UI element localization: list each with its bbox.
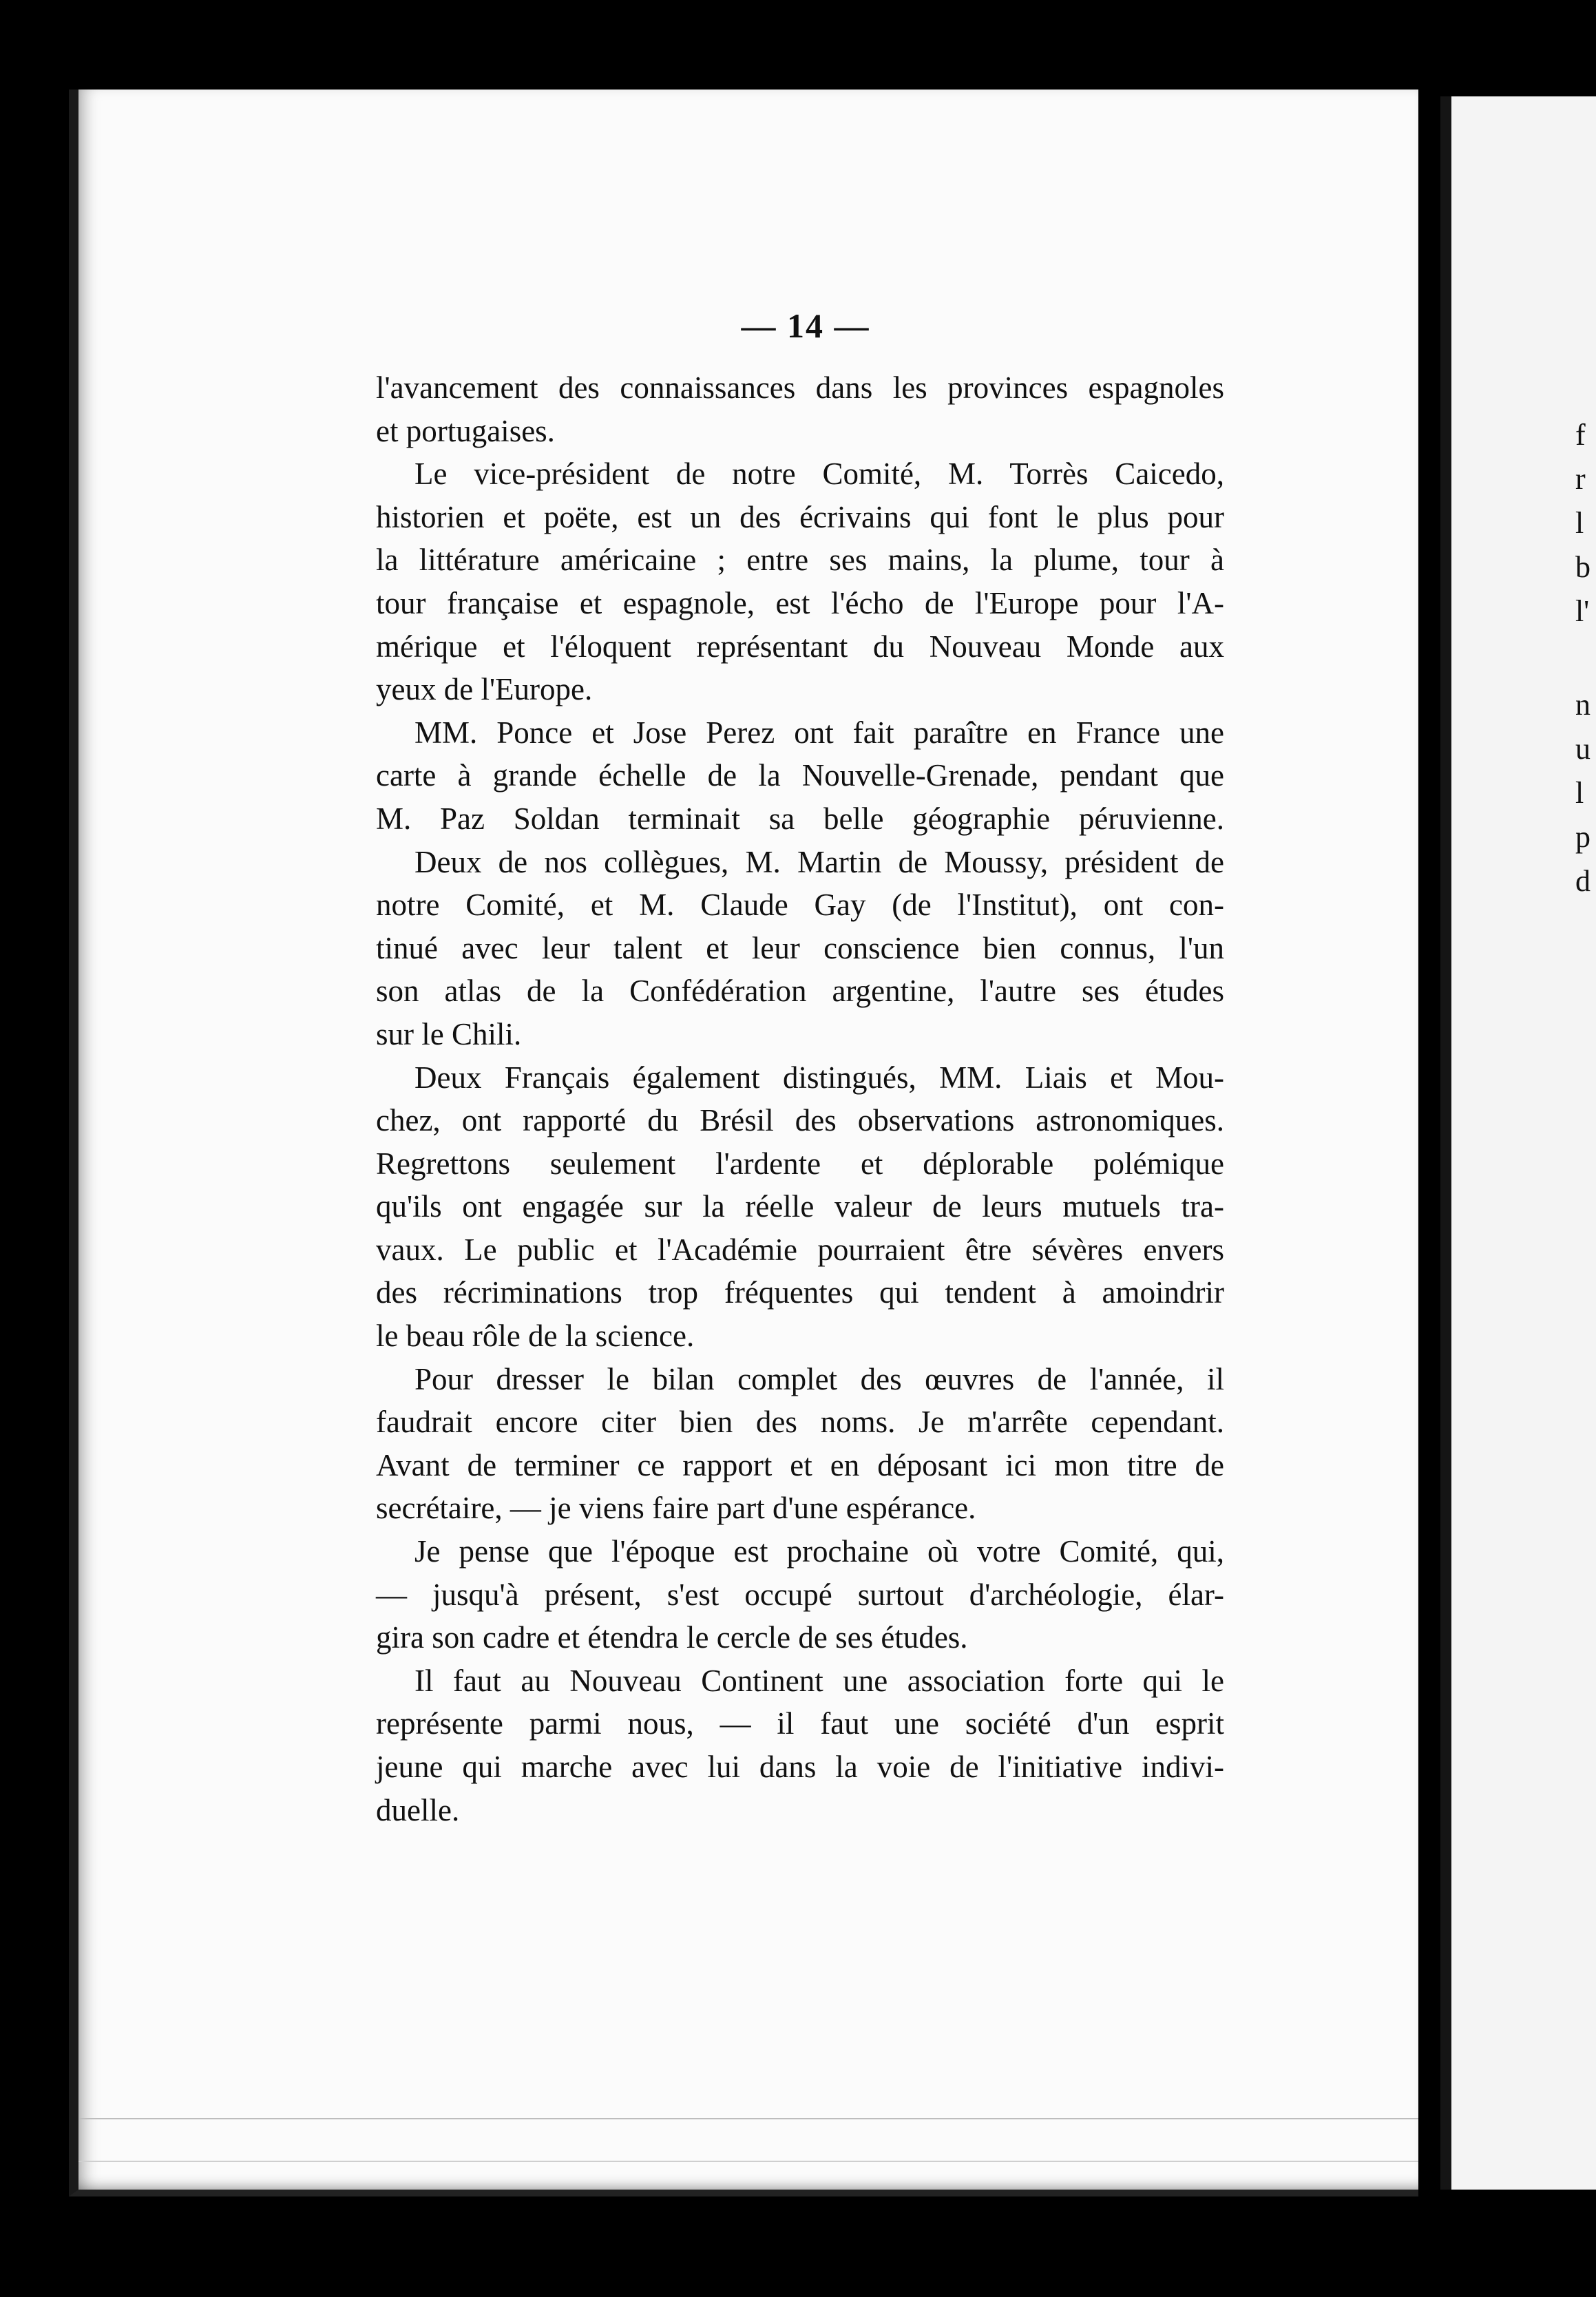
text-line: duelle. xyxy=(376,1792,460,1827)
adjacent-page-fragment: l' xyxy=(1575,594,1590,628)
text-line: gira son cadre et étendra le cercle de ses études. xyxy=(376,1620,968,1655)
text-line: Avant de terminer ce rapport et en déposant ici mon titre de xyxy=(376,1447,1224,1482)
text-line: des récriminations trop fréquentes qui tendent à amoindrir xyxy=(376,1275,1224,1310)
text-line: faudrait encore citer bien des noms. Je m'arrête cependant. xyxy=(376,1405,1224,1440)
text-line: Le vice-président de notre Comité, M. Torrès Caicedo, xyxy=(414,457,1224,492)
text-line: chez, ont rapporté du Brésil des observations astronomiques. xyxy=(376,1103,1224,1138)
text-line: tour française et espagnole, est l'écho de l'Europe pour l'A- xyxy=(376,585,1224,620)
text-line: M. Paz Soldan terminait sa belle géographie péruvienne. xyxy=(376,801,1224,836)
text-line: Regrettons seulement l'ardente et déplorable polémique xyxy=(376,1146,1224,1181)
text-line: mérique et l'éloquent représentant du Nouveau Monde aux xyxy=(376,629,1224,664)
text-line: Pour dresser le bilan complet des œuvres de l'année, il xyxy=(414,1361,1224,1396)
text-line: la littérature américaine ; entre ses mains, la plume, tour à xyxy=(376,543,1224,578)
text-line: vaux. Le public et l'Académie pourraient être sévères envers xyxy=(376,1232,1224,1267)
adjacent-page-fragment: u xyxy=(1575,732,1590,766)
adjacent-page-fragment: l xyxy=(1575,506,1584,540)
text-line: historien et poëte, est un des écrivains qui font le plus pour xyxy=(376,499,1224,534)
text-line: et portugaises. xyxy=(376,413,555,448)
body-text xyxy=(376,366,1224,1832)
text-line: Deux de nos collègues, M. Martin de Moussy, président de xyxy=(414,844,1224,879)
text-line: carte à grande échelle de la Nouvelle-Grenade, pendant que xyxy=(376,758,1224,793)
text-line: l'avancement des connaissances dans les provinces espagnoles xyxy=(376,370,1224,405)
adjacent-page-fragment: l xyxy=(1575,776,1584,810)
adjacent-page-fragment: r xyxy=(1575,462,1586,496)
adjacent-page-text-fragments xyxy=(1575,413,1590,903)
text-line: représente parmi nous, — il faut une société d'un esprit xyxy=(376,1706,1224,1741)
text-line: Deux Français également distingués, MM. Liais et Mou- xyxy=(414,1060,1224,1095)
text-line: jeune qui marche avec lui dans la voie de l'initiative indivi- xyxy=(376,1750,1224,1784)
adjacent-page-fragment: p xyxy=(1575,820,1590,854)
adjacent-page-fragment: n xyxy=(1575,688,1590,722)
text-line: sur le Chili. xyxy=(376,1016,522,1051)
text-line: notre Comité, et M. Claude Gay (de l'Institut), ont con- xyxy=(376,888,1224,923)
text-line: tinué avec leur talent et leur conscience bien connus, l'un xyxy=(376,930,1224,965)
adjacent-page-fragment: f xyxy=(1575,418,1586,452)
adjacent-page-fragment: b xyxy=(1575,550,1590,584)
adjacent-page-fragment xyxy=(1575,633,1590,683)
text-line: qu'ils ont engagée sur la réelle valeur de leurs mutuels tra- xyxy=(376,1189,1224,1224)
adjacent-page-fragment: d xyxy=(1575,864,1590,898)
text-line: — jusqu'à présent, s'est occupé surtout d'archéologie, élar- xyxy=(376,1577,1224,1612)
page-number: — 14 — xyxy=(741,306,870,345)
text-line: le beau rôle de la science. xyxy=(376,1319,695,1354)
text-line: MM. Ponce et Jose Perez ont fait paraître en France une xyxy=(414,715,1224,750)
text-line: son atlas de la Confédération argentine, l'autre ses études xyxy=(376,974,1224,1009)
page-edge xyxy=(78,2118,1418,2162)
text-line: yeux de l'Europe. xyxy=(376,672,593,707)
text-line: secrétaire, — je viens faire part d'une espérance. xyxy=(376,1491,976,1526)
adjacent-page xyxy=(1440,96,1596,2190)
text-line: Il faut au Nouveau Continent une association forte qui le xyxy=(414,1663,1224,1698)
text-line: Je pense que l'époque est prochaine où votre Comité, qui, xyxy=(414,1534,1224,1569)
